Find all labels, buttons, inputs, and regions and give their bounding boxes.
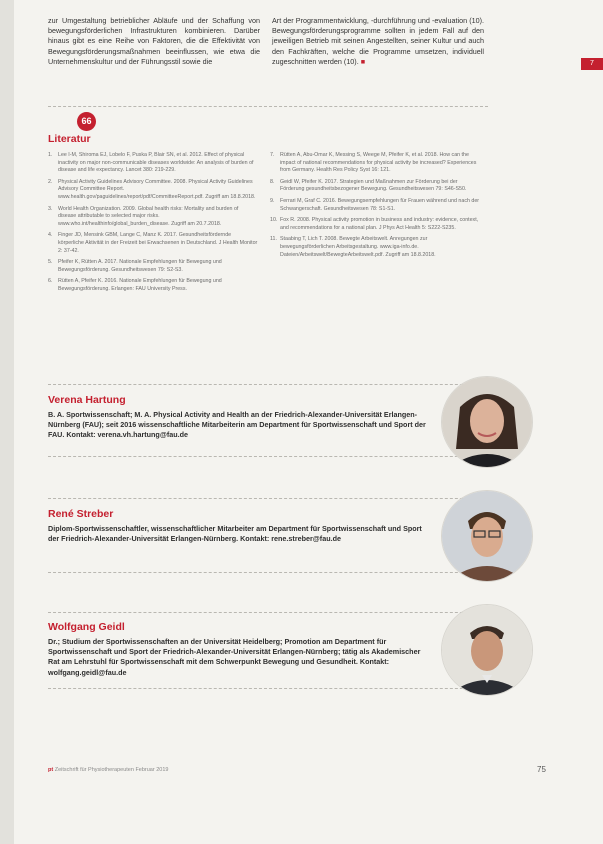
end-mark: ■ — [360, 56, 366, 66]
author-name: Wolfgang Geidl — [48, 621, 125, 633]
reference-item: 7. Rütten A, Abu-Omar K, Messing S, Weege M, Pfeifer K, et al. 2018. How can the impact of national recommendations for physical activity be increased? Experiences from Germany. Health Res Policy Syst 16: 121. — [270, 152, 477, 174]
footer-mark: pt — [48, 767, 54, 773]
author-photo — [441, 376, 533, 468]
reference-item: 10. Fox R. 2008. Physical activity promotion in business and industry: evidence, context, and recommendations for a national plan. J Phys Act Health 5: S222-S235. — [270, 217, 479, 231]
author-name: René Streber — [48, 508, 114, 520]
footer-text: Zeitschrift für Physiotherapeuten Februar 2019 — [54, 767, 169, 773]
divider — [48, 456, 488, 457]
author-bio: Diplom-Sportwissenschaftler, wissenschaftlicher Mitarbeiter am Department für Sportwissenschaft und Sport der Friedrich-Alexander-Universität Erlangen-Nürnberg. Kontakt: rene.streber@fau.de — [48, 524, 422, 544]
body-text-column-2 — [272, 16, 484, 67]
reference-item: 8. Geidl W, Pfeifer K. 2017. Strategien und Maßnahmen zur Förderung bei der Förderung gesundheitsbezogener Bewegung. Gesundheitswesen 79: S46-S50. — [270, 178, 467, 193]
body-text: zur Umgestaltung betrieblicher Abläufe und der Schaffung von bewegungsförderlichen Infrastrukturen kombinieren. Darüber hinaus gibt es eine Reihe von Faktoren, die die Effektivität von Bewegungsförderungsmaßnahmen beeinflussen, wie etwa die Unternehmenskultur und der Führungsstil sowie die — [48, 16, 260, 66]
reference-item: 2. Physical Activity Guidelines Advisory Committee. 2008. Physical Activity Guidelines Advisory Committee Report. www.health.gov/paguidelines/report/pdf/CommitteeReport.pdf. Zugriff am 18.8.2018. — [48, 178, 256, 200]
author-bio: B. A. Sportwissenschaft; M. A. Physical Activity and Health an der Friedrich-Alexander-Universität Erlangen-Nürnberg (FAU); seit 2016 wissenschaftliche Mitarbeiterin am Department für Sportwissenschaft und Sport der FAU. Kontakt: verena.vh.hartung@fau.de — [48, 410, 426, 440]
divider — [48, 498, 488, 499]
references-left — [48, 152, 258, 298]
author-name: Verena Hartung — [48, 394, 126, 406]
page-number: 75 — [537, 765, 546, 774]
reference-item: 3. World Health Organization. 2009. Global health risks: Mortality and burden of disease attributable to selected major risks. www.who.int/healthinfo/global_burden_disease. Zugriff am 20.7.2018. — [48, 205, 239, 227]
divider — [48, 106, 488, 107]
chapter-tab: 7 — [581, 58, 603, 70]
quote-icon: 66 — [77, 112, 96, 131]
reference-item: 1. Lee I-M, Shiroma EJ, Lobelo F, Puska P, Blair SN, et al. 2012. Effect of physical inactivity on major non-communicable diseases worldwide: An analysis of burden of disease and life expectancy. Lancet 380: 219-229. — [48, 152, 254, 174]
page-edge — [0, 0, 14, 844]
divider — [48, 384, 488, 385]
author-photo — [441, 604, 533, 696]
references-right — [270, 152, 480, 263]
reference-item: 9. Ferrari M, Graf C. 2016. Bewegungsempfehlungen für Frauen während und nach der Schwangerschaft. Gesundheitswesen 78: S1-S1. — [270, 197, 480, 212]
literature-heading: Literatur — [48, 133, 91, 145]
author-photo — [441, 490, 533, 582]
divider — [48, 688, 488, 689]
body-text: Art der Programmentwicklung, -durchführung und -evaluation (10). Bewegungsförderungsprogramme sollten in jedem Fall auf den jeweiligen Betrieb mit seinen Angestellten, seiner Kultur und auch den Fachkräften, welche die Programme umsetzen, individuell zugeschnitten werden (10). — [272, 16, 484, 66]
reference-item: 11. Staabing T, Lich T. 2008. Bewegte Arbeitswelt. Anregungen zur bewegungsförderlichen Arbeitsgestaltung. www.iga-info.de. Dateien/Arbeitswelt/BewegteArbeitswelt.pdf. Zugriff am 18.8.2018. — [270, 236, 436, 258]
reference-item: 6. Rütten A, Pfeifer K. 2016. Nationale Empfehlungen für Bewegung und Bewegungsförderung. Erlangen: FAU University Press. — [48, 278, 222, 292]
reference-item: 5. Pfeifer K, Rütten A. 2017. Nationale Empfehlungen für Bewegung und Bewegungsförderung. Gesundheitswesen 79: S2-S3. — [48, 259, 222, 273]
author-bio: Dr.; Studium der Sportwissenschaften an der Universität Heidelberg; Promotion am Department für Sportwissenschaft und Sport der Friedrich-Alexander-Universität Erlangen-Nürnberg; tätig als Akademischer Rat am Lehrstuhl für Sportwissenschaft mit dem Schwerpunkt Bewegung und Gesundheit. Kontakt: wolfgang.geidl@fau.de — [48, 637, 421, 677]
reference-item: 4. Finger JD, Mensink GBM, Lange C, Manz K. 2017. Gesundheitsfördernde körperliche Aktivität in der Freizeit bei Erwachsenen in Deutschland. J Health Monitor 2: 37-42. — [48, 232, 258, 254]
page-footer — [48, 767, 548, 773]
body-text-column-1 — [48, 16, 260, 67]
divider — [48, 572, 488, 573]
divider — [48, 612, 488, 613]
